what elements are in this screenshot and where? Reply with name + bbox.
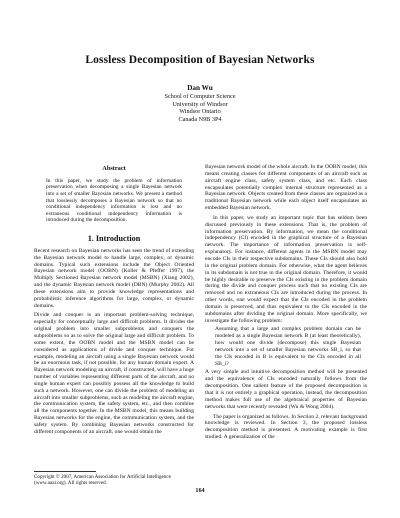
author-name: Dan Wu (187, 84, 213, 92)
affiliation-line: University of Windsor (172, 100, 228, 108)
affiliation-line: School of Computer Science (164, 93, 236, 100)
paper-title: Lossless Decomposition of Bayesian Networks (85, 54, 315, 66)
body-paragraph: A very simple and intuitive decomposition method will be presented and the equivalence of CIs encoded naturally follows from the decomposition. One salient feature of the proposed decomposition is that it is not entirely a graphical operation, instead, the decomposition method makes full use of the algebraical properties of Bayesian networks that were recently revealed (Wu & Wong 2004). (205, 369, 367, 410)
page-number: 164 (195, 487, 205, 494)
right-column (205, 164, 367, 441)
abstract-heading: Abstract (102, 165, 126, 172)
footnote-rule (34, 471, 96, 472)
author-block (0, 84, 400, 123)
problem-statement: Assuming that a large and complex problem domain can be modeled as a single Bayesian network B (at least theoretically), how would one divide (decompose) this single Bayesian network into a set of smaller Bayesian networks SB_i, so that the CIs encoded in B is equivalent to the CIs encoded in all SB_i? (215, 326, 361, 367)
body-paragraph: Bayesian network model of the whole aircraft. In the OOBN model, this means creating classes for different components of an aircraft such as aircraft engine class, safety system class, and etc. Each class encapsulates potentially complex internal structure represented as a Bayesian network. Objects created from these classes are organized as a traditional Bayesian network while each object itself encapsulates an embedded Bayesian network. (205, 164, 367, 212)
body-paragraph: Recent research on Bayesian networks has seen the trend of extending the Bayesian network model to handle large, complex, or dynamic domains. Typical such extensions include the Object Oriented Bayesian network model (OOBN) (Koller & Pfeffer 1997), the Multiply Sectioned Bayesian network model (MSBN) (Xiang 2002), and the dynamic Bayesian network model (DBN) (Murphy 2002). All these extensions aim to provide knowledge representations and probabilistic inference algorithms for large, complex, or dynamic domains. (34, 247, 194, 309)
left-column (34, 164, 194, 436)
affiliation-line: Windsor Ontario (179, 108, 221, 116)
copyright-footnote: Copyright © 2007, American Association for Artificial Intelligence (www.aaai.org). All rights reserved. (34, 474, 171, 487)
body-paragraph: In this paper, we study an important topic that has seldom been discussed previously in these extensions. That is, the problem of information preservation. By information, we mean the conditional independency (CI) encoded in the graphical structure of a Bayesian network. The importance of information preservation is self-explanatory. For instance, different agents in the MSBN model may encode CIs in their respective subdomains. These CIs should also hold in the original problem domain. For otherwise, what the agent believes in its subdomain is not true in the original domain. Therefore, it would be highly desirable to preserve the CIs existing in the problem domain during the divide and conquer process such that no existing CIs are removed and no extraneous CIs are introduced during the process. In other words, one would expect that the CIs encoded in the problem domain is preserved, and thus equivalent to the CIs encoded in the subdomains after dividing the original domain. More specifically, we investigate the following problem: (205, 214, 367, 324)
affiliation-line: Canada N9B 3P4 (178, 115, 222, 123)
abstract-text: In this paper, we study the problem of information preservation when decomposing a single Bayesian network into a set of smaller Bayesian networks. We present a method that losslessly decomposes a Bayesian network so that no conditional independency information is lost and no extraneous conditional independency information is introduced during the decomposition. (46, 177, 182, 224)
section-heading: 1. Introduction (87, 234, 141, 243)
body-paragraph: The paper is organized as follows. In Section 2, relevant background knowledge is reviewed. In Section 3, the proposed lossless decomposition method is presented. A motivating example is first studied. A generalization of the (205, 413, 367, 441)
body-paragraph: Divide and conquer is an important problem-solving technique, especially for conceptually large and difficult problems. It divides the original problem into smaller subproblems and conquers the subproblems so as to solve the original large and difficult problem. To some extent, the OOBN model and the MSBN model can be considered as applications of divide and conquer technique. For example, modeling an aircraft using a single Bayesian network would be an enormous task, if not possible, for any human domain expert. A Bayesian network modeling an aircraft, if constructed, will have a huge number of variables representing different parts of the aircraft, and no single human expert can possibly possess all the knowledge to build such a network. However, one can divide the problem of modeling an aircraft into smaller subproblems, such as modeling the aircraft engine, the communication system, the safety system, etc., and then combine all the components together. In the MSBN model, this means building Bayesian networks for the engine, the communication system, and the safety system. By combining Bayesian networks constructed for different components of an aircraft, one would obtain the (34, 312, 194, 435)
